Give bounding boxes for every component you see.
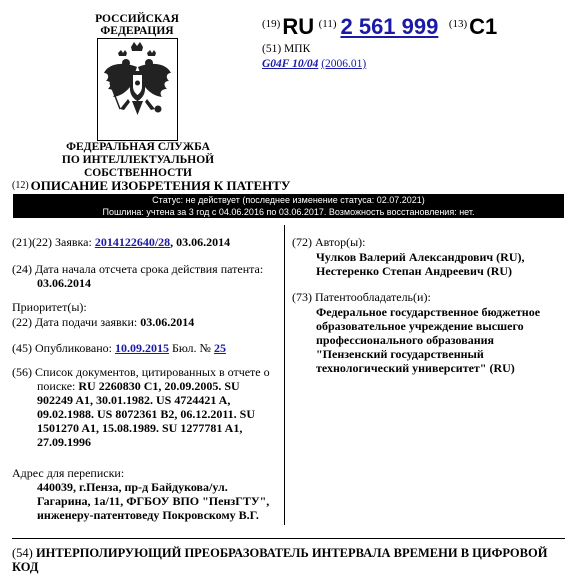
filing-date: 03.06.2014 [140, 315, 195, 329]
priority-label: Приоритет(ы): [12, 300, 87, 314]
mpk-version-link[interactable]: (2006.01) [321, 58, 367, 70]
status-line: Статус: не действует (последнее изменение статуса: 02.07.2021) [152, 195, 425, 205]
application-row [12, 235, 230, 249]
filing-row [12, 315, 194, 329]
authors-label: (72) Автор(ы): [292, 235, 366, 249]
owner-line-4: "Пензенский государственный [316, 347, 484, 361]
invention-title [12, 546, 564, 574]
cited-line-5: 27.09.1996 [37, 435, 91, 449]
code-11: (11) [318, 18, 337, 30]
address-line-1: 440039, г.Пенза, пр-д Байдукова/ул. [37, 480, 228, 494]
application-date: , 03.06.2014 [170, 235, 231, 249]
code-12: (12) [12, 180, 29, 191]
russian-coat-of-arms-icon [97, 38, 178, 141]
cited-label-line-1: (56) Список документов, цитированных в отчете о [12, 365, 270, 379]
address-line-2: Гагарина, 1а/11, ФГБОУ ВПО "ПензГТУ", [37, 494, 270, 508]
cited-line-2: 902249 A1, 30.01.1982. US 4724421 A, [37, 393, 231, 407]
mpk-label: (51) МПК [262, 43, 311, 55]
country-code: RU [282, 14, 315, 39]
description-title-text: ОПИСАНИЕ ИЗОБРЕТЕНИЯ К ПАТЕНТУ [30, 178, 291, 193]
address-line-3: инженеру-патентоведу Покровскому В.Г. [37, 508, 259, 522]
filing-label: (22) Дата подачи заявки: [12, 315, 138, 329]
invention-title-line-1 [12, 546, 564, 560]
owner-line-1: Федеральное государственное бюджетное [316, 305, 541, 319]
kind-code: C1 [469, 14, 498, 39]
country-name: РОССИЙСКАЯ ФЕДЕРАЦИЯ [95, 13, 179, 37]
application-label: (21)(22) Заявка: [12, 235, 92, 249]
code-19: (19) [262, 18, 281, 30]
description-title [12, 178, 290, 194]
owner-line-2: образовательное учреждение высшего [316, 319, 524, 333]
term-label: (24) Дата начала отсчета срока действия патента: [12, 262, 264, 276]
address-label: Адрес для переписки: [12, 466, 125, 480]
fee-line: Пошлина: учтена за 3 год с 04.06.2016 по 03.06.2017. Возможность восстановления: нет. [102, 207, 475, 217]
cited-line-1: RU 2260830 C1, 20.09.2005. SU [78, 379, 240, 393]
mpk-classification [262, 58, 366, 70]
application-number-link[interactable]: 2014122640/28 [94, 235, 171, 249]
code-13: (13) [448, 18, 468, 30]
bulletin-label: Бюл. № [171, 341, 211, 355]
cited-label-line-2: поиске: [37, 379, 76, 393]
patent-number-block [262, 14, 497, 40]
section-divider [12, 538, 565, 539]
mpk-class-link[interactable]: G04F 10/04 [262, 58, 319, 70]
published-date-link[interactable]: 10.09.2015 [114, 341, 169, 355]
bulletin-number-link[interactable]: 25 [213, 341, 226, 355]
owner-label: (73) Патентообладатель(и): [292, 290, 431, 304]
owner-line-5: технологический университет" (RU) [316, 361, 515, 375]
patent-number-link[interactable]: 2 561 999 [340, 14, 439, 39]
status-box [13, 194, 564, 218]
published-row [12, 341, 226, 355]
federal-service-name [18, 141, 258, 180]
code-54: (54) [12, 546, 33, 560]
author-1: Чулков Валерий Александрович (RU), [316, 250, 525, 264]
cited-line-1-row [37, 379, 240, 393]
invention-title-text-1: ИНТЕРПОЛИРУЮЩИЙ ПРЕОБРАЗОВАТЕЛЬ ИНТЕРВАЛА ВРЕМЕНИ В ЦИФРОВОЙ [35, 546, 548, 560]
column-divider [284, 225, 285, 525]
published-label: (45) Опубликовано: [12, 341, 112, 355]
cited-line-3: 09.02.1988. US 8072361 B2, 06.12.2011. SU [37, 407, 256, 421]
author-2: Нестеренко Степан Андреевич (RU) [316, 264, 513, 278]
invention-title-line-2: КОД [12, 560, 39, 574]
service-line-1: ФЕДЕРАЛЬНАЯ СЛУЖБА [66, 141, 210, 153]
service-line-2: ПО ИНТЕЛЛЕКТУАЛЬНОЙ СОБСТВЕННОСТИ [61, 154, 215, 179]
owner-line-3: профессионального образования [316, 333, 495, 347]
emblem-graphic [98, 39, 177, 140]
cited-line-4: 1501270 A1, 15.08.1989. SU 1277781 A1, [37, 421, 243, 435]
term-date: 03.06.2014 [37, 276, 91, 290]
